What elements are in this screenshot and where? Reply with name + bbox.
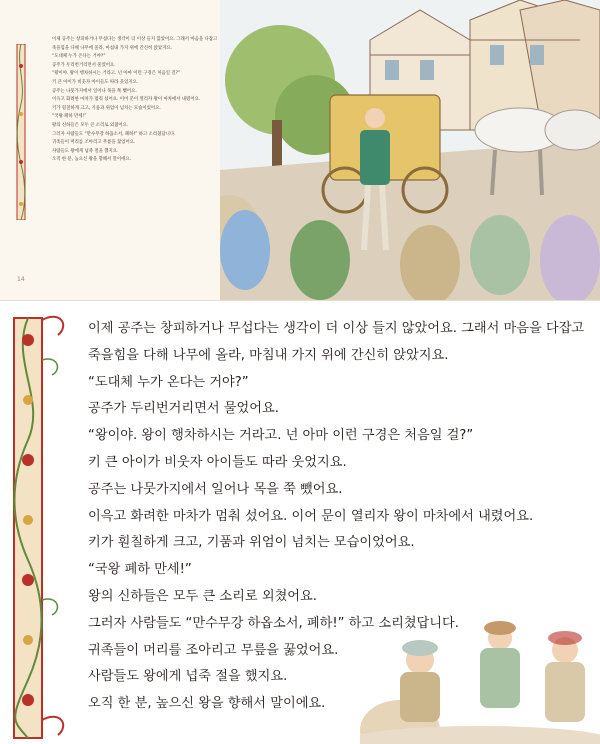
thumb-line: 이윽고 화려한 마차가 멈춰 섰어요. 이어 문이 열리자 왕이 마차에서 내렸어요. [52,97,201,103]
thumb-line: 공주는 나뭇가지에서 일어나 목을 쭉 뺐어요. [52,88,137,94]
story-line: 키 큰 아이가 비웃자 아이들도 따라 웃었지요. [88,454,347,470]
thumb-line: 그러자 사람들도 “만수무강 하옵소서, 폐하!” 하고 소리쳤답니다. [52,131,176,137]
page-number: 14 [17,276,25,283]
story-line: 귀족들이 머리를 조아리고 무릎을 꿇었어요. [88,642,339,658]
story-line: “왕이야. 왕이 행차하시는 거라고. 넌 아마 이런 구경은 처음일 걸?” [88,428,474,444]
thumb-text-block [52,36,232,165]
thumb-floral-border [14,44,28,220]
thumb-line: 왕의 신하들은 모두 큰 소리로 외쳤어요. [52,122,129,128]
story-line: 키가 훤칠하게 크고, 기품과 위엄이 넘치는 모습이었어요. [88,535,415,551]
thumb-line: 이제 공주는 창피하거나 무섭다는 생각이 더 이상 들지 않았어요. 그래서 마음을 다잡고 [52,37,218,42]
story-line: 그러자 사람들도 “만수무강 하옵소서, 폐하!” 하고 소리쳤답니다. [88,615,459,631]
story-line: “국왕 폐하 만세!” [88,562,192,578]
thumb-line: 귀족들이 머리를 조아리고 무릎을 꿇었어요. [52,140,136,146]
kneeling-crowd-illustration [360,590,600,744]
thumb-line: 공주가 두리번거리면서 물었어요. [52,62,116,68]
story-line: 왕의 신하들은 모두 큰 소리로 외쳤어요. [88,588,317,604]
story-line: 오직 한 분, 높으신 왕을 향해서 말이에요. [88,696,326,712]
story-line: 이윽고 화려한 마차가 멈춰 섰어요. 이어 문이 열리자 왕이 마차에서 내렸어요. [88,508,534,524]
coronation-scene-illustration [220,0,600,300]
story-line: 사람들도 왕에게 넙죽 절을 했지요. [88,669,288,685]
page-thumbnail [0,0,600,301]
story-line: 공주는 나뭇가지에서 일어나 목을 쭉 뺐어요. [88,481,343,497]
thumb-line: “국왕 폐하 만세!” [52,114,87,120]
floral-border [0,300,80,744]
story-line: 공주가 두리번거리면서 물었어요. [88,401,279,417]
thumb-line: 죽을힘을 다해 나무에 올라, 마침내 가지 위에 간신히 앉았지요. [52,45,172,51]
thumb-line: “왕이야. 왕이 행차하시는 거라고. 넌 아마 이런 구경은 처음일 걸?” [52,71,181,77]
thumb-line: 키 큰 아이가 비웃자 아이들도 따라 웃었지요. [52,79,139,85]
thumb-line: “도대체 누가 온다는 거야?” [52,54,106,60]
story-line: “도대체 누가 온다는 거야?” [88,374,249,390]
thumb-line: 사람들도 왕에게 넙죽 절을 했지요. [52,148,119,154]
story-line: 죽을힘을 다해 나무에 올라, 마침내 가지 위에 간신히 앉았지요. [88,347,449,363]
thumb-line: 키가 훤칠하게 크고, 기품과 위엄이 넘치는 모습이었어요. [52,105,161,111]
thumb-line: 오직 한 분, 높으신 왕을 향해서 말이에요. [52,157,132,163]
story-line: 이제 공주는 창피하거나 무섭다는 생각이 더 이상 들지 않았어요. 그래서 마음을 다잡고 [88,321,585,336]
